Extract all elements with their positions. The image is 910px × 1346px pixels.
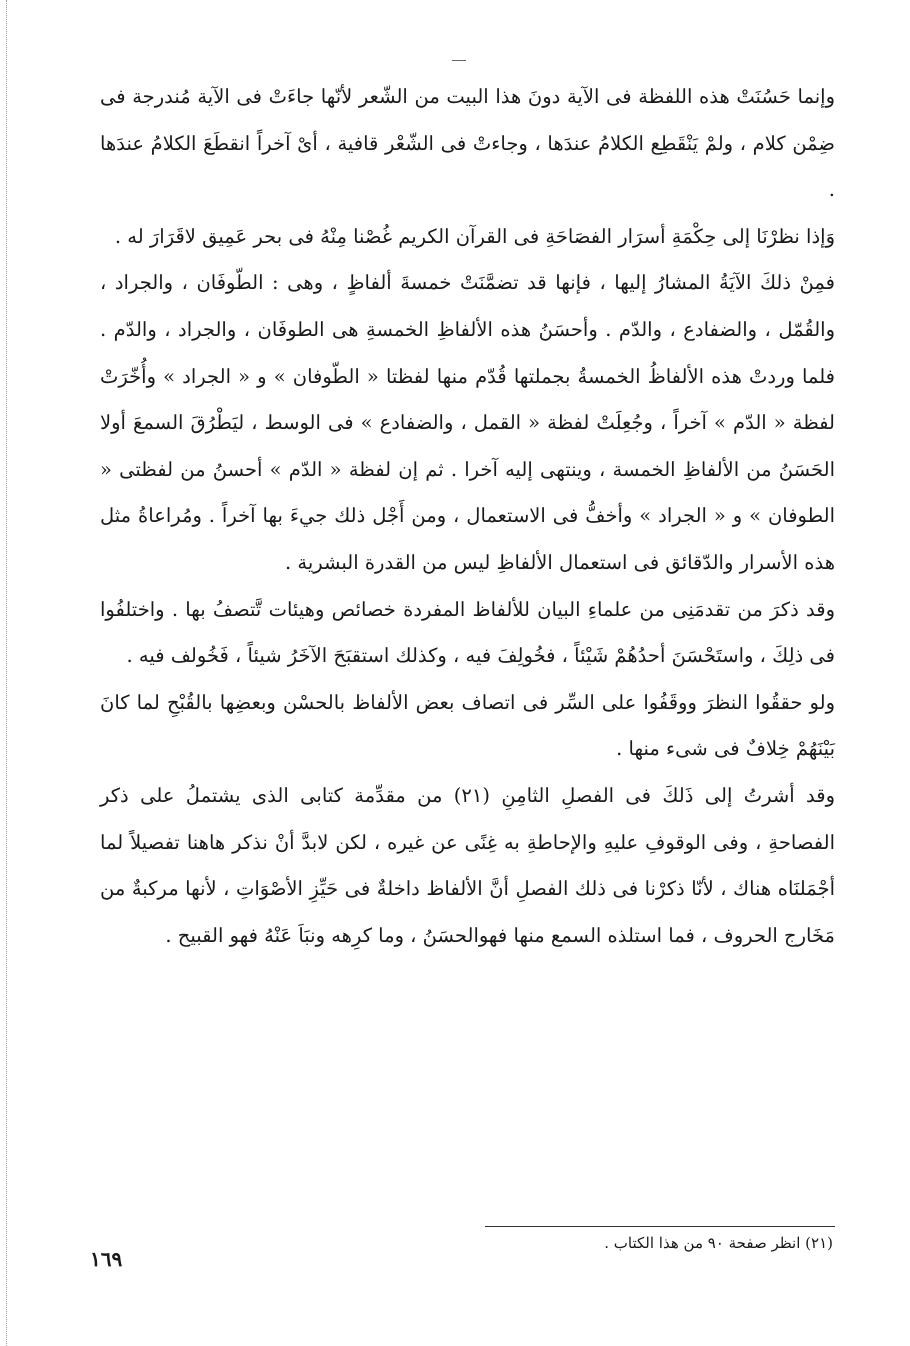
paragraph-6: وقد أشرتُ إلى ذَلكَ فى الفصلِ الثامِنِ (٢١) من مقدِّمة كتابى الذى يشتملُ على ذكر الفصاحةِ ، وفى الوقوفِ عليهِ والإحاطةِ به غِنًى عن غيره ، لكن لابدَّ أنْ نذكر هاهنا تفصيلاً لما أجْمَلنَاه هناك ، لأنّا ذكرْنا فى ذلك الفصلِ أنَّ الألفاظ داخلةٌ فى حَيِّزِ الأصْوَاتِ ، لأنها مركبةٌ من مَخَارج الحروف ، فما استلذه السمع منها فهوالحسَنُ ، وما كرِهه ونبَاَ عَنْهُ فهو القبيح . bbox=[100, 783, 835, 947]
margin-dotted-line bbox=[6, 0, 7, 1346]
footnote-separator bbox=[485, 1226, 835, 1227]
footnote: (٢١) انظر صفحة ٩٠ من هذا الكتاب . bbox=[604, 1234, 833, 1252]
paragraph-1: وإنما حَسُنَتْ هذه اللفظة فى الآية دونَ هذا البيت من الشّعر لأنّها جاءَتْ فى الآية مُندرجة فى ضِمْن كلام ، ولمْ يَنْقَطِع الكلامُ عندَها ، وجاءتْ فى الشّعْر قافية ، أىْ آخراً انقطَعَ الكلامُ عندَها . bbox=[100, 85, 835, 202]
body-text bbox=[100, 74, 835, 959]
top-mark bbox=[452, 60, 466, 61]
paragraph-3: فمِنْ ذلكَ الآيَةُ المشارُ إليها ، فإنها قد تضمَّنَتْ خمسةَ ألفاظٍ ، وهى : الطّوفَان ، والجراد ، والقُمّل ، والضفادع ، والدّم . وأحسَنُ هذه الألفاظِ الخمسةِ هى الطوفَان ، والجراد ، والدّم . فلما وردتْ هذه الألفاظُ الخمسةُ بجملتها قُدّم منها لفظتا « الطّوفان » و « الجراد » وأُخّرَتْ لفظة « الدّم » آخراً ، وجُعِلَتْ لفظة « القمل ، والضفادع » فى الوسط ، ليَطْرُقَ السمعَ أولا الحَسَنُ من الألفاظِ الخمسة ، وينتهى إليه آخرا . ثم إن لفظة « الدّم » أحسنُ من لفظتى « الطوفان » و « الجراد » وأخفُّ فى الاستعمال ، ومن أَجْل ذلك جيءَ بها آخراً . ومُراعاةُ مثل هذه الأسرار والدّقائق فى استعمال الألفاظِ ليس من القدرة البشرية . bbox=[100, 271, 835, 574]
paragraph-4: وقد ذكرَ من تقدمَنِى من علماءِ البيان للألفاظ المفردة خصائص وهيئات تَّتصفُ بها . واختلفُوا فى ذلِكَ ، واستَحْسَنَ أحدُهُمْ شَيْئاً ، فخُولِفَ فيه ، وكذلك استقبَحَ الآخَرُ شيئاً ، فَخُولف فيه . bbox=[100, 597, 835, 668]
paragraph-5: ولو حققُوا النظرَ ووقَفُوا على السِّر فى اتصاف بعض الألفاظ بالحسْن وبعضِها بالقُبْحِ لما كانَ بَيْنَهُمْ خِلافٌ فى شىء منها . bbox=[100, 690, 835, 761]
page-number: ١٦٩ bbox=[90, 1247, 123, 1271]
paragraph-2: وَإذا نظرْنَا إلى حِكْمَةِ أسرَار الفصَاحَةِ فى القرآن الكريم غُصْنا مِنْهُ فى بحر عَمِيق لاقَرَارَ له . bbox=[114, 224, 835, 248]
